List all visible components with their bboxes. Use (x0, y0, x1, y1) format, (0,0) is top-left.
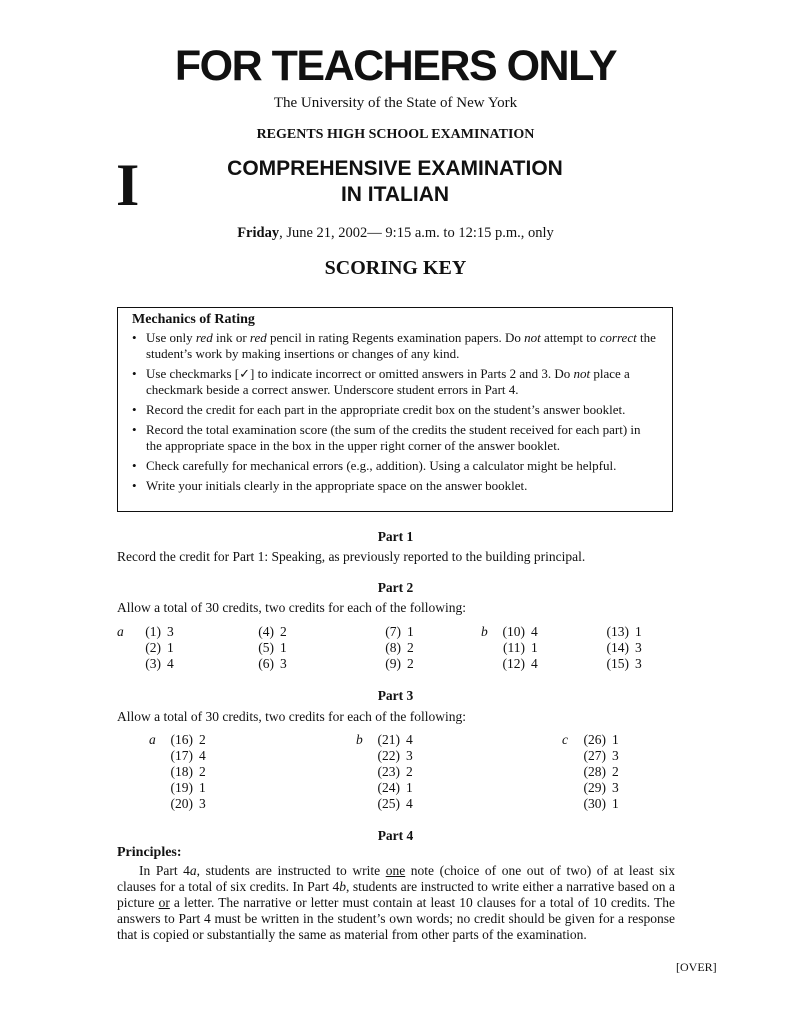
part3-answer-grid (117, 732, 677, 814)
answer-row (230, 640, 287, 656)
exam-type: REGENTS HIGH SCHOOL EXAMINATION (256, 127, 535, 142)
answer-row (585, 624, 642, 640)
mechanics-item (132, 402, 658, 418)
answer-row (356, 796, 413, 812)
question-number: (27) (583, 748, 606, 763)
part4-principles-text (117, 863, 675, 943)
answer-value: 3 (635, 640, 642, 655)
answer-row (357, 656, 414, 672)
answer-row (117, 624, 174, 640)
mechanics-item-text: Record the total examination score (the sum of the credits the student received for each part) in the appropriate space in the box in the upper right corner of the answer booklet. (146, 422, 641, 453)
mechanics-of-rating-box (117, 307, 673, 512)
mechanics-item (132, 330, 658, 362)
mechanics-item-text: place a checkmark beside a correct answer. Underscore student errors in Part 4. (146, 366, 630, 397)
answer-row (562, 732, 619, 748)
question-number: (17) (170, 748, 193, 763)
part1-heading: Part 1 (377, 529, 414, 544)
university-name: The University of the State of New York (273, 95, 518, 111)
answer-value: 4 (406, 732, 413, 747)
exam-day: Friday (237, 225, 280, 241)
answer-row (481, 656, 538, 672)
question-number: (14) (606, 640, 629, 655)
answer-value: 1 (199, 780, 206, 795)
question-number: (13) (606, 624, 629, 639)
answer-row (562, 780, 619, 796)
answer-value: 1 (531, 640, 538, 655)
answer-column (585, 624, 642, 672)
answer-value: 2 (199, 764, 206, 779)
scoring-key-title: SCORING KEY (324, 257, 467, 279)
answer-row (585, 640, 642, 656)
mechanics-item (132, 458, 658, 474)
question-number: (6) (258, 656, 274, 671)
mechanics-item-text: not (524, 330, 541, 345)
mechanics-item (132, 366, 658, 398)
part1-text: Record the credit for Part 1: Speaking, as previously reported to the building principal. (117, 549, 586, 564)
answer-value: 4 (167, 656, 174, 671)
answer-row (149, 732, 206, 748)
answer-value: 1 (612, 732, 619, 747)
question-number: (23) (377, 764, 400, 779)
answer-row (356, 764, 413, 780)
answer-row (149, 780, 206, 796)
section-label: c (562, 732, 568, 747)
section-label: b (356, 732, 363, 747)
question-number: (9) (385, 656, 401, 671)
answer-row (562, 764, 619, 780)
question-number: (15) (606, 656, 629, 671)
question-number: (20) (170, 796, 193, 811)
mechanics-item-text: Record the credit for each part in the appropriate credit box on the student’s answer booklet. (146, 402, 626, 417)
question-number: (29) (583, 780, 606, 795)
answer-value: 4 (531, 656, 538, 671)
answer-row (149, 748, 206, 764)
mechanics-item-text: Write your initials clearly in the appropriate space on the answer booklet. (146, 478, 528, 493)
main-title: FOR TEACHERS ONLY (174, 42, 617, 90)
question-number: (5) (258, 640, 274, 655)
part2-text: Allow a total of 30 credits, two credits for each of the following: (117, 600, 467, 615)
part3-heading: Part 3 (377, 688, 414, 703)
question-number: (25) (377, 796, 400, 811)
question-number: (12) (502, 656, 525, 671)
answer-value: 4 (199, 748, 206, 763)
question-number: (19) (170, 780, 193, 795)
question-number: (16) (170, 732, 193, 747)
part4-text-segment: a (189, 863, 197, 878)
answer-column (357, 624, 414, 672)
answer-row (149, 796, 206, 812)
answer-value: 1 (612, 796, 619, 811)
mechanics-item-text: ink or (212, 330, 250, 345)
part4-text-segment: , students are instructed to write (196, 863, 386, 878)
question-number: (22) (377, 748, 400, 763)
answer-value: 3 (280, 656, 287, 671)
answer-value: 2 (407, 640, 414, 655)
answer-row (481, 624, 538, 640)
mechanics-item-text: Check carefully for mechanical errors (e.g., addition). Using a calculator might be helpful. (146, 458, 617, 473)
mechanics-item-text: pencil in rating Regents examination papers. Do (266, 330, 525, 345)
question-number: (4) (258, 624, 274, 639)
answer-row (585, 656, 642, 672)
answer-value: 2 (407, 656, 414, 671)
question-number: (3) (145, 656, 161, 671)
question-number: (28) (583, 764, 606, 779)
part4-text-segment: a letter. The narrative or letter must contain at least 10 clauses for a total of 10 credits. The answers to Part 4 must be written in the student’s own words; no credit should be given for a response that is copied or substantially the same as material from other parts of the examination. (117, 895, 676, 942)
answer-value: 1 (280, 640, 287, 655)
question-number: (30) (583, 796, 606, 811)
answer-row (117, 656, 174, 672)
mechanics-list (132, 330, 658, 494)
answer-row (357, 624, 414, 640)
part3-text: Allow a total of 30 credits, two credits for each of the following: (117, 709, 467, 724)
answer-row (356, 748, 413, 764)
mechanics-item-text: attempt to (540, 330, 600, 345)
mechanics-item-text: not (573, 366, 591, 381)
part4-text-segment: note (choice of one out of two) of at least six clauses for a total of six credits. In Part 4 (117, 863, 675, 894)
mechanics-item-text: correct (599, 330, 637, 345)
question-number: (1) (145, 624, 161, 639)
part4-text-segment: b (339, 879, 347, 894)
question-number: (24) (377, 780, 400, 795)
over-indicator: [OVER] (676, 960, 717, 974)
question-number: (21) (377, 732, 400, 747)
answer-value: 3 (635, 656, 642, 671)
exam-title (190, 156, 600, 208)
exam-date (0, 225, 791, 242)
answer-row (481, 640, 538, 656)
answer-row (356, 780, 413, 796)
answer-value: 1 (406, 780, 413, 795)
answer-value: 3 (612, 780, 619, 795)
question-number: (2) (145, 640, 161, 655)
answer-row (357, 640, 414, 656)
part4-heading: Part 4 (377, 828, 414, 843)
answer-value: 1 (407, 624, 414, 639)
answer-column (562, 732, 619, 812)
question-number: (8) (385, 640, 401, 655)
answer-value: 3 (199, 796, 206, 811)
exam-title-line2: IN ITALIAN (340, 183, 450, 206)
answer-value: 3 (167, 624, 174, 639)
principles-heading: Principles: (117, 845, 182, 860)
section-label: a (149, 732, 156, 747)
answer-value: 1 (167, 640, 174, 655)
mechanics-item (132, 422, 658, 454)
mechanics-item-text: red (249, 330, 267, 345)
mechanics-item-text: Use only (146, 330, 196, 345)
mechanics-item (132, 478, 658, 494)
question-number: (26) (583, 732, 606, 747)
mechanics-item-text: red (195, 330, 213, 345)
question-number: (18) (170, 764, 193, 779)
section-label: b (481, 624, 488, 639)
answer-column (149, 732, 206, 812)
answer-column (481, 624, 538, 672)
answer-value: 2 (406, 764, 413, 779)
question-number: (7) (385, 624, 401, 639)
mechanics-item-text: the student’s work by making insertions or changes of any kind. (146, 330, 656, 361)
answer-row (356, 732, 413, 748)
mechanics-item-text: Use checkmarks [✓] to indicate incorrect or omitted answers in Parts 2 and 3. Do (146, 366, 574, 381)
part4-text-segment: or (158, 895, 170, 910)
answer-value: 3 (612, 748, 619, 763)
exam-title-line1: COMPREHENSIVE EXAMINATION (227, 157, 563, 180)
question-number: (11) (503, 640, 525, 655)
answer-column (230, 624, 287, 672)
answer-row (149, 764, 206, 780)
roman-numeral: I (116, 152, 140, 218)
answer-column (117, 624, 174, 672)
answer-row (117, 640, 174, 656)
answer-row (562, 748, 619, 764)
answer-row (230, 656, 287, 672)
part4-text-segment: In Part 4 (139, 863, 190, 878)
exam-date-rest: , June 21, 2002— 9:15 a.m. to 12:15 p.m., only (279, 225, 554, 241)
answer-value: 2 (612, 764, 619, 779)
answer-row (562, 796, 619, 812)
answer-row (230, 624, 287, 640)
part2-heading: Part 2 (377, 580, 414, 595)
answer-value: 2 (280, 624, 287, 639)
answer-column (356, 732, 413, 812)
part4-text-segment: one (385, 863, 406, 878)
answer-value: 4 (531, 624, 538, 639)
answer-value: 3 (406, 748, 413, 763)
section-label: a (117, 624, 124, 639)
mechanics-title: Mechanics of Rating (132, 312, 255, 327)
part2-answer-grid (117, 624, 677, 674)
answer-value: 1 (635, 624, 642, 639)
part4-text-segment: , students are instructed to write either a narrative based on a picture (117, 879, 675, 910)
question-number: (10) (502, 624, 525, 639)
answer-value: 2 (199, 732, 206, 747)
answer-value: 4 (406, 796, 413, 811)
